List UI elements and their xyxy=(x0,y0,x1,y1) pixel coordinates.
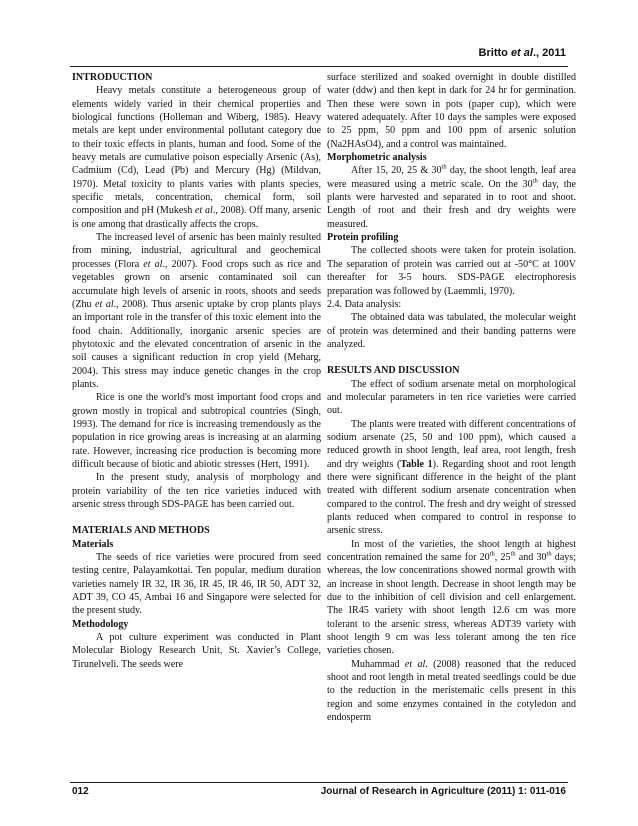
results-paragraph-1: The effect of sodium arsenate metal on morphological and molecular parameters in ten rice varieties were carried out. xyxy=(327,378,576,417)
materials-paragraph: The seeds of rice varieties were procured from seed testing centre, Palayamkottai. Ten popular, medium duration varieties namely IR 32, IR 36, IR 45, IR 46, IR 50, ADT 32, ADT 39, CO 45, Ambai 16 and Singapore were selected for the present study. xyxy=(72,552,321,617)
text-run: ). Regarding shoot and root length there were significant difference in the height of the plant treated with different sodium arsenate concentration when compared to the control. The fresh and dry weight of stressed plants reduced when compared to control in response to arsenic stress. xyxy=(327,458,576,537)
text-run: ., 2008). Off many, arsenic is one among that drastically affects the crops. xyxy=(72,205,321,230)
journal-citation: Journal of Research in Agriculture (2011) 1: 011-016 xyxy=(320,786,566,797)
data-analysis-paragraph: The obtained data was tabulated, the molecular weight of protein was determined and their banding patterns were analyzed. xyxy=(327,312,576,350)
text-run: ., 2008). Thus arsenic uptake by crop plants plays an important role in the transfer of this toxic element into the food chain. Additionally, inorganic arsenic species are phytotoxic and the elevated concentration of arsenic in the soil causes a significant reduction in crop yield (Meharg, 2004). This stress may induce genetic changes in the crop plants. xyxy=(72,298,321,390)
introduction-heading: INTRODUCTION xyxy=(72,72,153,83)
text-run: Heavy metals constitute a heterogeneous group of elements widely varied in their chemical properties and biological functions (Holleman and Wiberg, 1985). Heavy metals are kept under environmental pollutant category due to their toxic effects in plants, human and food. Some of the heavy metals are cumulative poison especially Arsenic (As), Cadmium (Cd), Lead (Pb) and Mercury (Hg) (Mildvan, 1970). Metal toxicity to plants varies with plants species, specific metals, concentration, chemical form, soil composition and pH (Mukesh xyxy=(72,85,321,217)
intro-paragraph-3: Rice is one the world's most important food crops and grown mostly in tropical and subtropical countries (Singh, 1993). The demand for rice is increasing tremendously as the population in rice growing areas is increasing at an alarming rate. However, increasing rice production is becoming more difficult because of biotic and abiotic stresses (Hert, 1991). xyxy=(72,392,321,470)
etal-italic: et al xyxy=(404,658,426,670)
text-run: , 25 xyxy=(494,552,511,564)
text-run: day, the shoot length, leaf area were measured using a metric scale. On the 30 xyxy=(327,165,576,190)
intro-paragraph-4: In the present study, analysis of morphology and protein variability of the ten rice varieties induced with arsenic stress through SDS-PAGE has been carried out. xyxy=(72,472,321,510)
left-column xyxy=(72,71,321,671)
methodology-subheading: Methodology xyxy=(72,618,129,630)
header-rule xyxy=(70,66,568,67)
text-run: The plants were treated with different concentrations of sodium arsenate (25, 50 and 100 ppm), which caused a reduced growth in shoot length, leaf area, root length, fresh and dry weights ( xyxy=(327,418,576,470)
methodology-paragraph: A pot culture experiment was conducted in Plant Molecular Biology Research Unit, St. Xavier’s College, Tirunelveli. The seeds were xyxy=(72,632,321,670)
page-number: 012 xyxy=(72,786,89,797)
footer-rule xyxy=(70,782,568,783)
methodology-continued: surface sterilized and soaked overnight in double distilled water (ddw) and then kept in dark for 24 hr for germination. Then these were sown in pots (paper cup), which were watered adequately. After 10 days the samples were exposed to 25 ppm, 50 ppm and 100 ppm of arsenic solution (Na2HAsO4), and a control was maintained. xyxy=(327,72,576,150)
section-gap xyxy=(327,351,576,364)
running-head-author: Britto xyxy=(478,47,511,59)
results-discussion-heading: RESULTS AND DISCUSSION xyxy=(327,365,460,377)
text-run: The increased level of arsenic has been mainly resulted from mining, industrial, agricultural and geochemical processes (Flora xyxy=(72,232,321,270)
etal-italic: et al xyxy=(143,258,163,270)
text-run: . (2008) reasoned that the reduced shoot and root length in metal treated seedlings could be due to the reduction in the meristematic cells present in this region and some enzymes contained in the cotyledon and endosperm xyxy=(327,658,576,724)
running-head-year: ., 2011 xyxy=(532,47,566,59)
text-run: In most of the varieties, the shoot length at highest concentration remained the same for 20 xyxy=(327,538,576,564)
results-paragraph-4 xyxy=(327,658,576,725)
superscript: th xyxy=(546,550,552,558)
text-run: day, the plants were harvested and separated in to root and shoot. Length of root and their fresh and dry weights were measured. xyxy=(327,178,576,230)
protein-profiling-heading: Protein profiling xyxy=(327,232,399,244)
superscript: th xyxy=(441,164,447,172)
etal-italic: et al xyxy=(95,298,114,310)
results-paragraph-3 xyxy=(327,538,576,658)
superscript: th xyxy=(489,550,495,558)
running-head xyxy=(479,47,566,59)
materials-subheading: Materials xyxy=(72,538,114,550)
superscript: th xyxy=(532,177,538,185)
text-run: and 30 xyxy=(515,552,547,564)
superscript: th xyxy=(510,550,516,558)
results-paragraph-2 xyxy=(327,418,576,538)
morphometric-paragraph xyxy=(327,164,576,231)
materials-methods-heading: MATERIALS AND METHODS xyxy=(72,525,210,537)
text-run: ., 2007). Food crops such as rice and vegetables grown on arsenic contaminated soil can accumulate high levels of arsenic in roots, shoots and seeds (Zhu xyxy=(72,258,322,310)
text-run: days; whereas, the low concentrations showed normal growth with an increase in shoot length. Decrease in shoot length may be due to the inhibition of cell division and cell enlargement. The IR45 variety with shoot length 12.6 cm was more tolerant to the arsenic stress, whereas ADT39 variety with shoot length 9 cm was less tolerant among the ten rice varieties chosen. xyxy=(327,552,577,657)
text-run: After 15, 20, 25 & 30 xyxy=(351,165,442,177)
table-reference: Table 1 xyxy=(400,458,433,470)
etal-italic: et al xyxy=(195,205,213,217)
section-gap xyxy=(72,511,321,524)
intro-paragraph-2 xyxy=(72,231,321,391)
right-column xyxy=(327,71,576,725)
data-analysis-heading: 2.4. Data analysis: xyxy=(327,298,402,310)
running-head-etal: et al xyxy=(510,47,533,59)
morphometric-heading: Morphometric analysis xyxy=(327,152,427,164)
protein-paragraph: The collected shoots were taken for protein isolation. The separation of protein was carried out at -50°C at 100V thereafter for 3-5 hours. SDS-PAGE electrophoresis preparation was followed by (Laemmli, 1970). xyxy=(327,245,576,297)
text-run: Muhammad xyxy=(351,658,405,670)
intro-paragraph-1 xyxy=(72,84,321,231)
